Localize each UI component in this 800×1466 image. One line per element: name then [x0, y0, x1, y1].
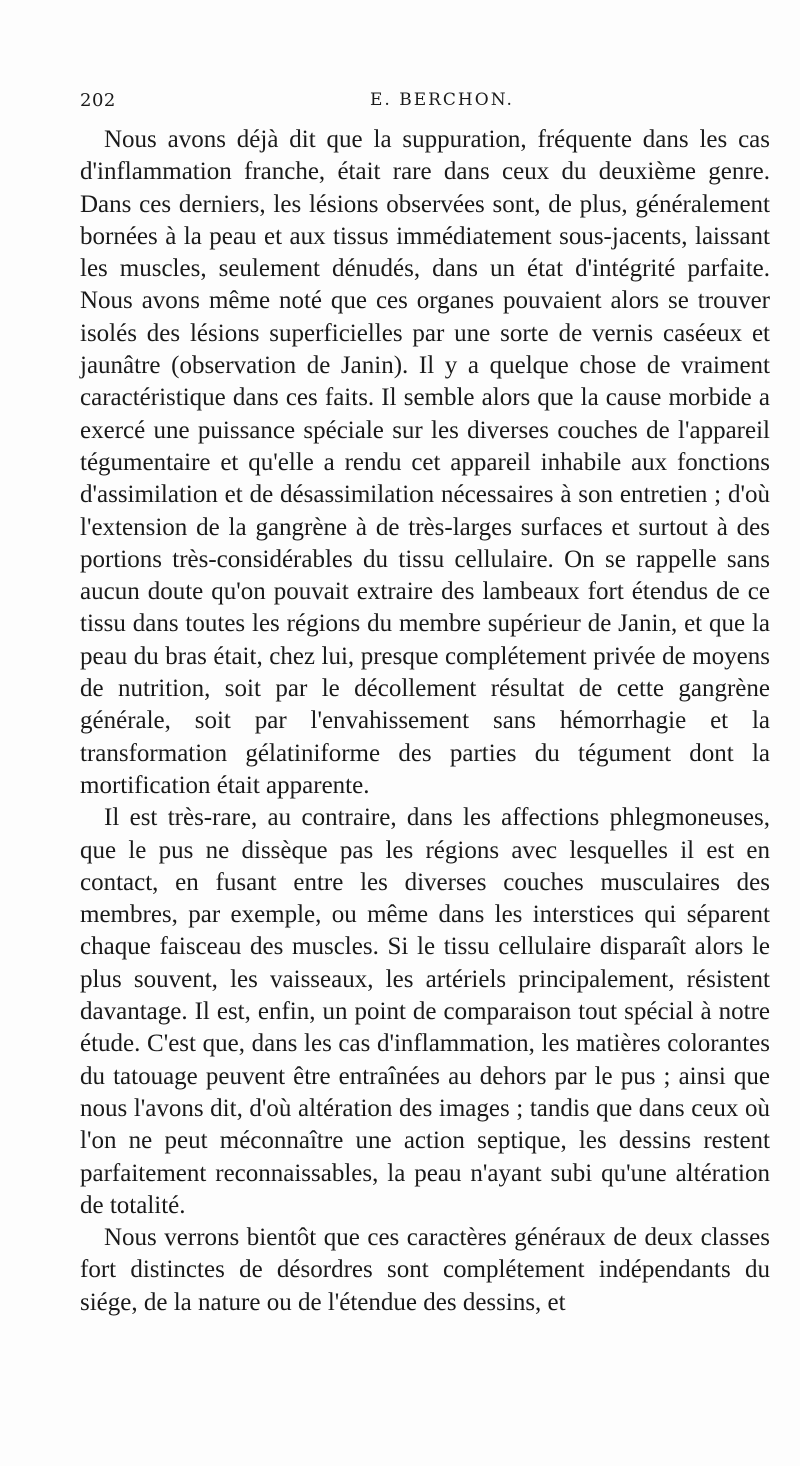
running-head [80, 90, 780, 114]
page-number: 202 [80, 90, 116, 111]
paragraph-2: Il est très-rare, au contraire, dans les affections phlegmoneuses, que le pus ne dissèque pas les régions avec lesquelles il est en contact, en fusant entre les diverses couches musculaires des membres, par exemple, ou même dans les interstices qui séparent chaque faisceau des muscles. Si le tissu cellulaire disparaît alors le plus souvent, les vaisseaux, les artériels principalement, résistent davantage. Il est, enfin, un point de comparaison tout spécial à notre étude. C'est que, dans les cas d'inflammation, les matières colorantes du tatouage peuvent être entraînées au dehors par le pus ; ainsi que nous l'avons dit, d'où altération des images ; tandis que dans ceux où l'on ne peut méconnaître une action septique, les dessins restent parfaitement reconnaissables, la peau n'ayant subi qu'une altération de totalité. [80, 804, 770, 1219]
paragraph-1: Nous avons déjà dit que la suppuration, fréquente dans les cas d'inflammation franche, était rare dans ceux du deuxième genre. Dans ces derniers, les lésions observées sont, de plus, généralement bornées à la peau et aux tissus immédiatement sous-jacents, laissant les muscles, seulement dénudés, dans un état d'intégrité parfaite. Nous avons même noté que ces organes pouvaient alors se trouver isolés des lésions superficielles par une sorte de vernis caséeux et jaunâtre (observation de Janin). Il y a quelque chose de vraiment caractéristique dans ces faits. Il semble alors que la cause morbide a exercé une puissance spéciale sur les diverses couches de l'appareil tégumentaire et qu'elle a rendu cet appareil inhabile aux fonctions d'assimilation et de désassimilation nécessaires à son entretien ; d'où l'extension de la gangrène à de très-larges surfaces et surtout à des portions très-considérables du tissu cellulaire. On se rappelle sans aucun doute qu'on pouvait extraire des lambeaux fort étendus de ce tissu dans toutes les régions du membre supérieur de Janin, et que la peau du bras était, chez lui, presque complétement privée de moyens de nutrition, soit par le décollement résultat de cette gangrène générale, soit par l'envahissement sans hémorrhagie et la transformation gélatiniforme des parties du tégument dont la mortification était apparente. [80, 126, 770, 799]
paragraph-3: Nous verrons bientôt que ces caractères généraux de deux classes fort distinctes de désordres sont complétement indépendants du siége, de la nature ou de l'étendue des dessins, et [80, 1224, 770, 1316]
running-title: E. BERCHON. [370, 90, 514, 110]
body-text [80, 124, 770, 1319]
